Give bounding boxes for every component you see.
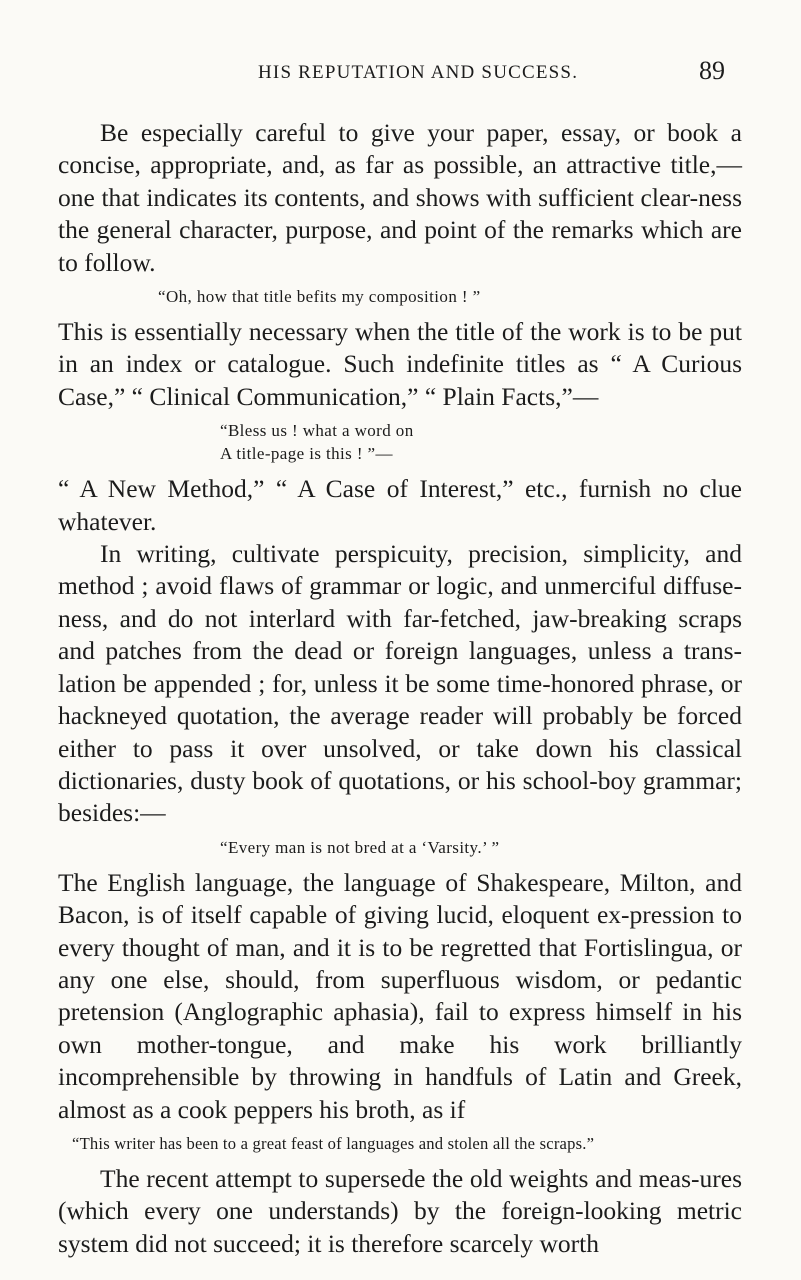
quote-bless-us-line-1: “Bless us ! what a word on [220, 421, 414, 441]
quote-bless-us [58, 419, 742, 465]
paragraph-new-method: “ A New Method,” “ A Case of Interest,” etc., furnish no clue whatever. [58, 474, 742, 536]
page-number: 89 [699, 56, 725, 85]
quote-feast-of-languages: “This writer has been to a great feast of languages and stolen all the scraps.” [72, 1133, 595, 1153]
paragraph-english-language: The English language, the language of Shakespeare, Milton, and Bacon, is of itself capable of giving lucid, eloquent ex-pression to every thought of man, and it is to be regretted that Fortislingua, or any one else, should, from superfluous wisdom, or pedantic pretension (Anglographic aphasia), fail to express himself in his own mother-tongue, and make his work brilliantly incomprehensible by throwing in handfuls of Latin and Greek, almost as a cook peppers his broth, as if [58, 867, 742, 1124]
paragraph-title-advice: Be especially careful to give your paper, essay, or book a concise, appropriate, and, as far as possible, an attractive title,— one that indicates its contents, and shows with sufficient clear-ness the general character, purpose, and point of the remarks which are to follow. [58, 118, 742, 277]
quote-varsity: “Every man is not bred at a ‘Varsity.’ ” [220, 837, 500, 857]
paragraph-index-catalogue: This is essentially necessary when the title of the work is to be put in an index or catalogue. Such indefinite titles as “ A Curious Case,” “ Clinical Communication,” “ Plain Facts,”— [58, 317, 742, 411]
page-header [0, 50, 801, 90]
paragraph-metric-system: The recent attempt to supersede the old weights and meas-ures (which every one understands) by the foreign-looking metric system did not succeed; it is therefore scarcely worth [58, 1163, 742, 1258]
quote-title-befits: “Oh, how that title befits my composition ! ” [158, 287, 481, 307]
running-head: HIS REPUTATION AND SUCCESS. [258, 62, 579, 83]
paragraph-writing-advice: In writing, cultivate perspicuity, precision, simplicity, and method ; avoid flaws of grammar or logic, and unmerciful diffuse-ness, and do not interlard with far-fetched, jaw-breaking scraps and patches from the dead or foreign languages, unless a trans-lation be appended ; for, unless it be some time-honored phrase, or hackneyed quotation, the average reader will probably be forced either to pass it over unsolved, or take down his classical dictionaries, dusty book of quotations, or his school-boy grammar; besides:— [58, 539, 742, 828]
quote-bless-us-line-2: A title-page is this ! ”— [220, 444, 393, 464]
body-text [58, 117, 742, 1260]
